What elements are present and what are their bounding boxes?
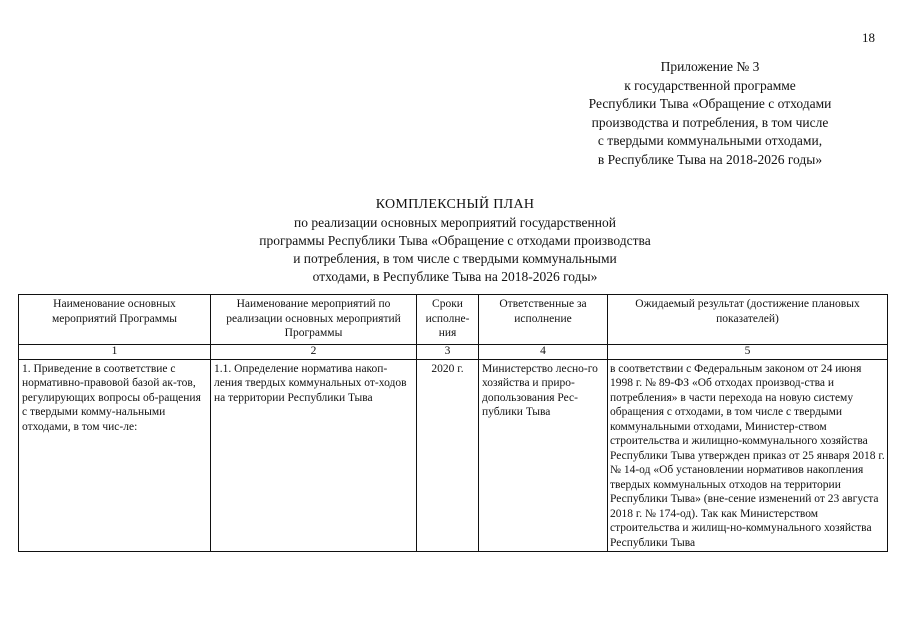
- appendix-line: Республики Тыва «Обращение с отходами: [588, 96, 832, 111]
- plan-table: [18, 294, 888, 552]
- title-main: КОМПЛЕКСНЫЙ ПЛАН: [375, 197, 535, 212]
- column-number: 3: [417, 344, 479, 359]
- page-number: 18: [862, 30, 875, 45]
- header-responsible: Ответственные за исполнение: [479, 295, 608, 345]
- column-number: 4: [479, 344, 608, 359]
- appendix-line: Приложение № 3: [660, 59, 760, 74]
- title-subtitle-line: программы Республики Тыва «Обращение с отходами производства: [259, 233, 651, 248]
- table-header-row: [19, 295, 888, 345]
- column-number-row: [19, 344, 888, 359]
- column-number: 1: [19, 344, 211, 359]
- appendix-line: производства и потребления, в том числе: [591, 114, 829, 130]
- title-subtitle-line: по реализации основных мероприятий государственной: [294, 215, 616, 230]
- cell-term: 2020 г.: [417, 359, 479, 551]
- column-number: 5: [608, 344, 888, 359]
- appendix-line: с твердыми коммунальными отходами,: [597, 133, 823, 148]
- appendix-note: [560, 58, 860, 169]
- appendix-line: к государственной программе: [624, 77, 796, 93]
- cell-result: в соответствии с Федеральным законом от 24 июня 1998 г. № 89-ФЗ «Об отходах производ-ства и потребления» в части перехода на новую систему обращения с отходами, в том числе с твердыми коммунальными отходами, Министер-ством строительства и жилищно-коммунального хозяйства Республики Тыва утвержден приказ от 25 января 2018 г. № 14-од «Об установлении нормативов накопления твердых коммунальных отходов на территории Республики Тыва» (вне-сение изменений от 23 августа 2018 г. № 174-од). Так как Министерством строительства и жилищ-но-коммунального хозяйства Республики Тыва: [608, 359, 888, 551]
- appendix-line: в Республике Тыва на 2018-2026 годы»: [597, 151, 823, 167]
- header-main-activity: Наименование основных мероприятий Программы: [19, 295, 211, 345]
- title-subtitle-line: отходами, в Республике Тыва на 2018-2026 годы»: [312, 269, 598, 284]
- document-title: [180, 196, 730, 286]
- cell-main-activity: 1. Приведение в соответствие с нормативно-правовой базой ак-тов, регулирующих вопросы об-ращения с твердыми комму-нальными отходами, в том чис-ле:: [19, 359, 211, 551]
- header-result: Ожидаемый результат (достижение плановых показателей): [608, 295, 888, 345]
- column-number: 2: [211, 344, 417, 359]
- table-row: [19, 359, 888, 551]
- header-activity: Наименование мероприятий по реализации основных мероприятий Программы: [211, 295, 417, 345]
- cell-activity: 1.1. Определение норматива накоп-ления твердых коммунальных от-ходов на территории Республики Тыва: [211, 359, 417, 551]
- header-term: Сроки исполне-ния: [417, 295, 479, 345]
- cell-responsible: Министерство лесно-го хозяйства и приро-допользования Рес-публики Тыва: [479, 359, 608, 551]
- title-subtitle-line: и потребления, в том числе с твердыми коммунальными: [293, 251, 617, 266]
